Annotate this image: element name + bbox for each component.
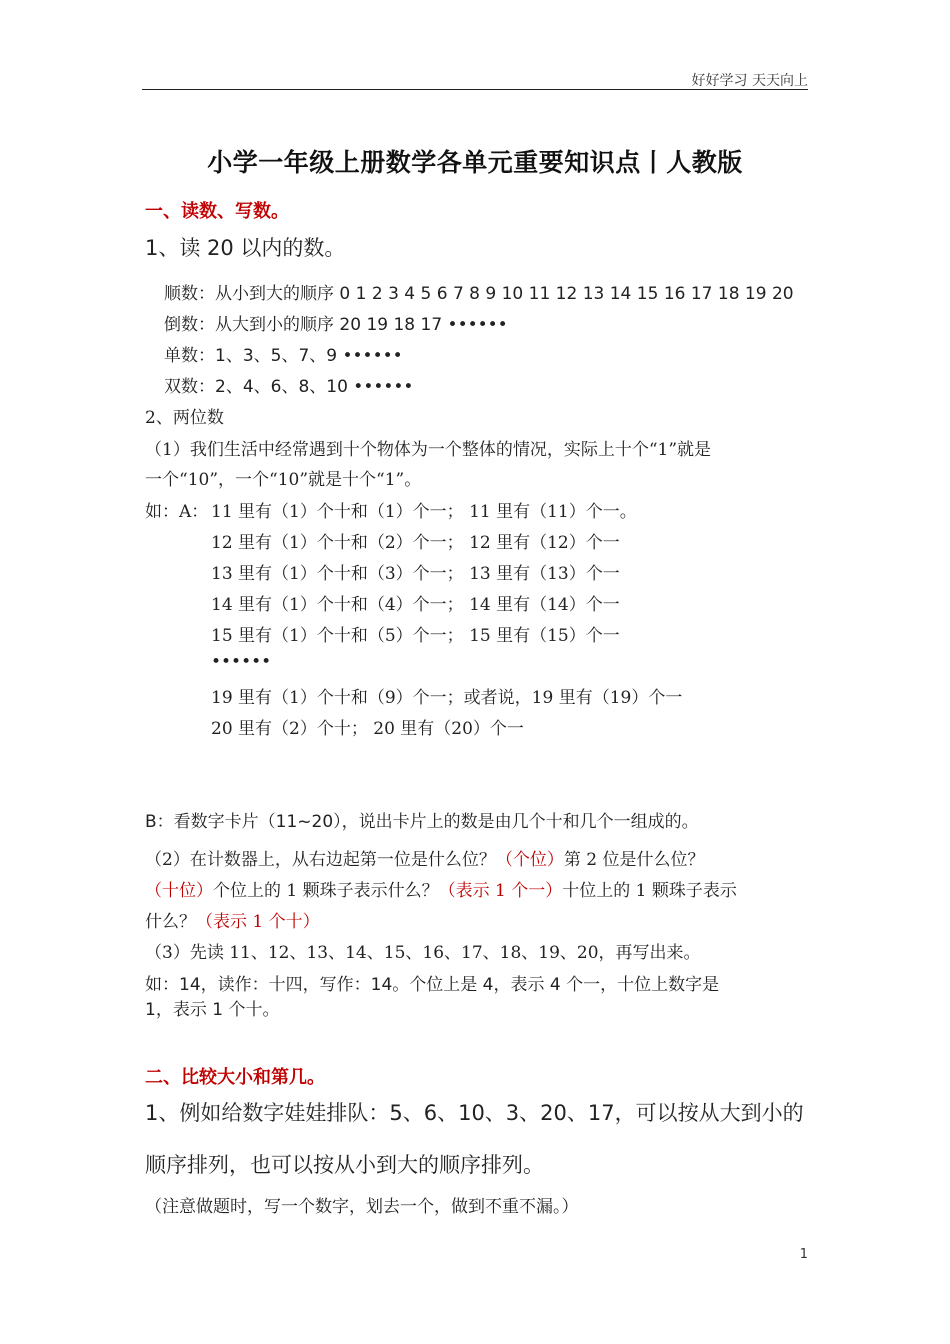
section1-item1: 1、读 20 以内的数。	[145, 236, 346, 260]
daoshu-line: 倒数：从大到小的顺序 20 19 18 17 ••••••	[164, 315, 508, 335]
para2-question4: 十位上的 1 颗珠子表示	[562, 881, 737, 901]
example-row: 11 里有（1）个十和（1）个一； 11 里有（11）个一。	[211, 502, 637, 522]
para2-question4-end: 什么？	[145, 912, 196, 932]
example-row: 13 里有（1）个十和（3）个一； 13 里有（13）个一	[211, 564, 620, 584]
section2-note: （注意做题时，写一个数字，划去一个，做到不重不漏。）	[145, 1197, 579, 1217]
answer-gewei: （个位）	[495, 850, 564, 870]
para2-question1: （2）在计数器上，从右边起第一位是什么位？	[145, 850, 496, 870]
example-ellipsis: ••••••	[211, 652, 272, 672]
header-rule	[142, 89, 808, 90]
example3-line1: 如：14，读作：十四，写作：14。个位上是 4，表示 4 个一，十位上数字是	[145, 975, 720, 995]
danshu-line: 单数：1、3、5、7、9 ••••••	[164, 346, 403, 366]
para3: （3）先读 11、12、13、14、15、16、17、18、19、20，再写出来。	[145, 943, 701, 963]
para2-line3	[145, 907, 320, 932]
section2-heading: 二、比较大小和第几。	[145, 1067, 325, 1088]
example-row: 12 里有（1）个十和（2）个一； 12 里有（12）个一	[211, 533, 620, 553]
example3-line2: 1，表示 1 个十。	[145, 1000, 280, 1020]
para1-line1: （1）我们生活中经常遇到十个物体为一个整体的情况，实际上十个“1”就是	[145, 440, 712, 460]
answer-one-ten: （表示 1 个十）	[196, 912, 320, 932]
section1-heading: 一、读数、写数。	[145, 201, 289, 222]
para2-question2: 第 2 位是什么位？	[563, 850, 705, 870]
shuangshu-line: 双数：2、4、6、8、10 ••••••	[164, 377, 414, 397]
example-row: 14 里有（1）个十和（4）个一； 14 里有（14）个一	[211, 595, 620, 615]
example-a-prefix: 如：A：	[145, 502, 209, 522]
document-title: 小学一年级上册数学各单元重要知识点丨人教版	[207, 148, 743, 177]
answer-one-one: （表示 1 个一）	[438, 881, 563, 901]
section2-item1-line2: 顺序排列，也可以按从小到大的顺序排列。	[145, 1153, 544, 1177]
example-b: B：看数字卡片（11~20），说出卡片上的数是由几个十和几个一组成的。	[145, 812, 699, 832]
example-row: 20 里有（2）个十； 20 里有（20）个一	[211, 719, 524, 739]
example-row: 15 里有（1）个十和（5）个一； 15 里有（15）个一	[211, 626, 620, 646]
para2-line1	[145, 845, 704, 870]
para1-line2: 一个“10”，一个“10”就是十个“1”。	[145, 470, 422, 490]
para2-line2	[145, 876, 737, 901]
example-row: 19 里有（1）个十和（9）个一；或者说，19 里有（19）个一	[211, 688, 683, 708]
section1-item2: 2、两位数	[145, 408, 224, 428]
page-header: 好好学习 天天向上	[691, 73, 808, 89]
shunshu-line: 顺数：从小到大的顺序 0 1 2 3 4 5 6 7 8 9 10 11 12 13 14 15 16 17 18 19 20	[164, 284, 794, 304]
answer-shiwei: （十位）	[145, 881, 213, 901]
para2-question3: 个位上的 1 颗珠子表示什么？	[213, 881, 439, 901]
page-number: 1	[799, 1247, 808, 1262]
section2-item1-line1: 1、例如给数字娃娃排队：5、6、10、3、20、17，可以按从大到小的	[145, 1101, 804, 1125]
